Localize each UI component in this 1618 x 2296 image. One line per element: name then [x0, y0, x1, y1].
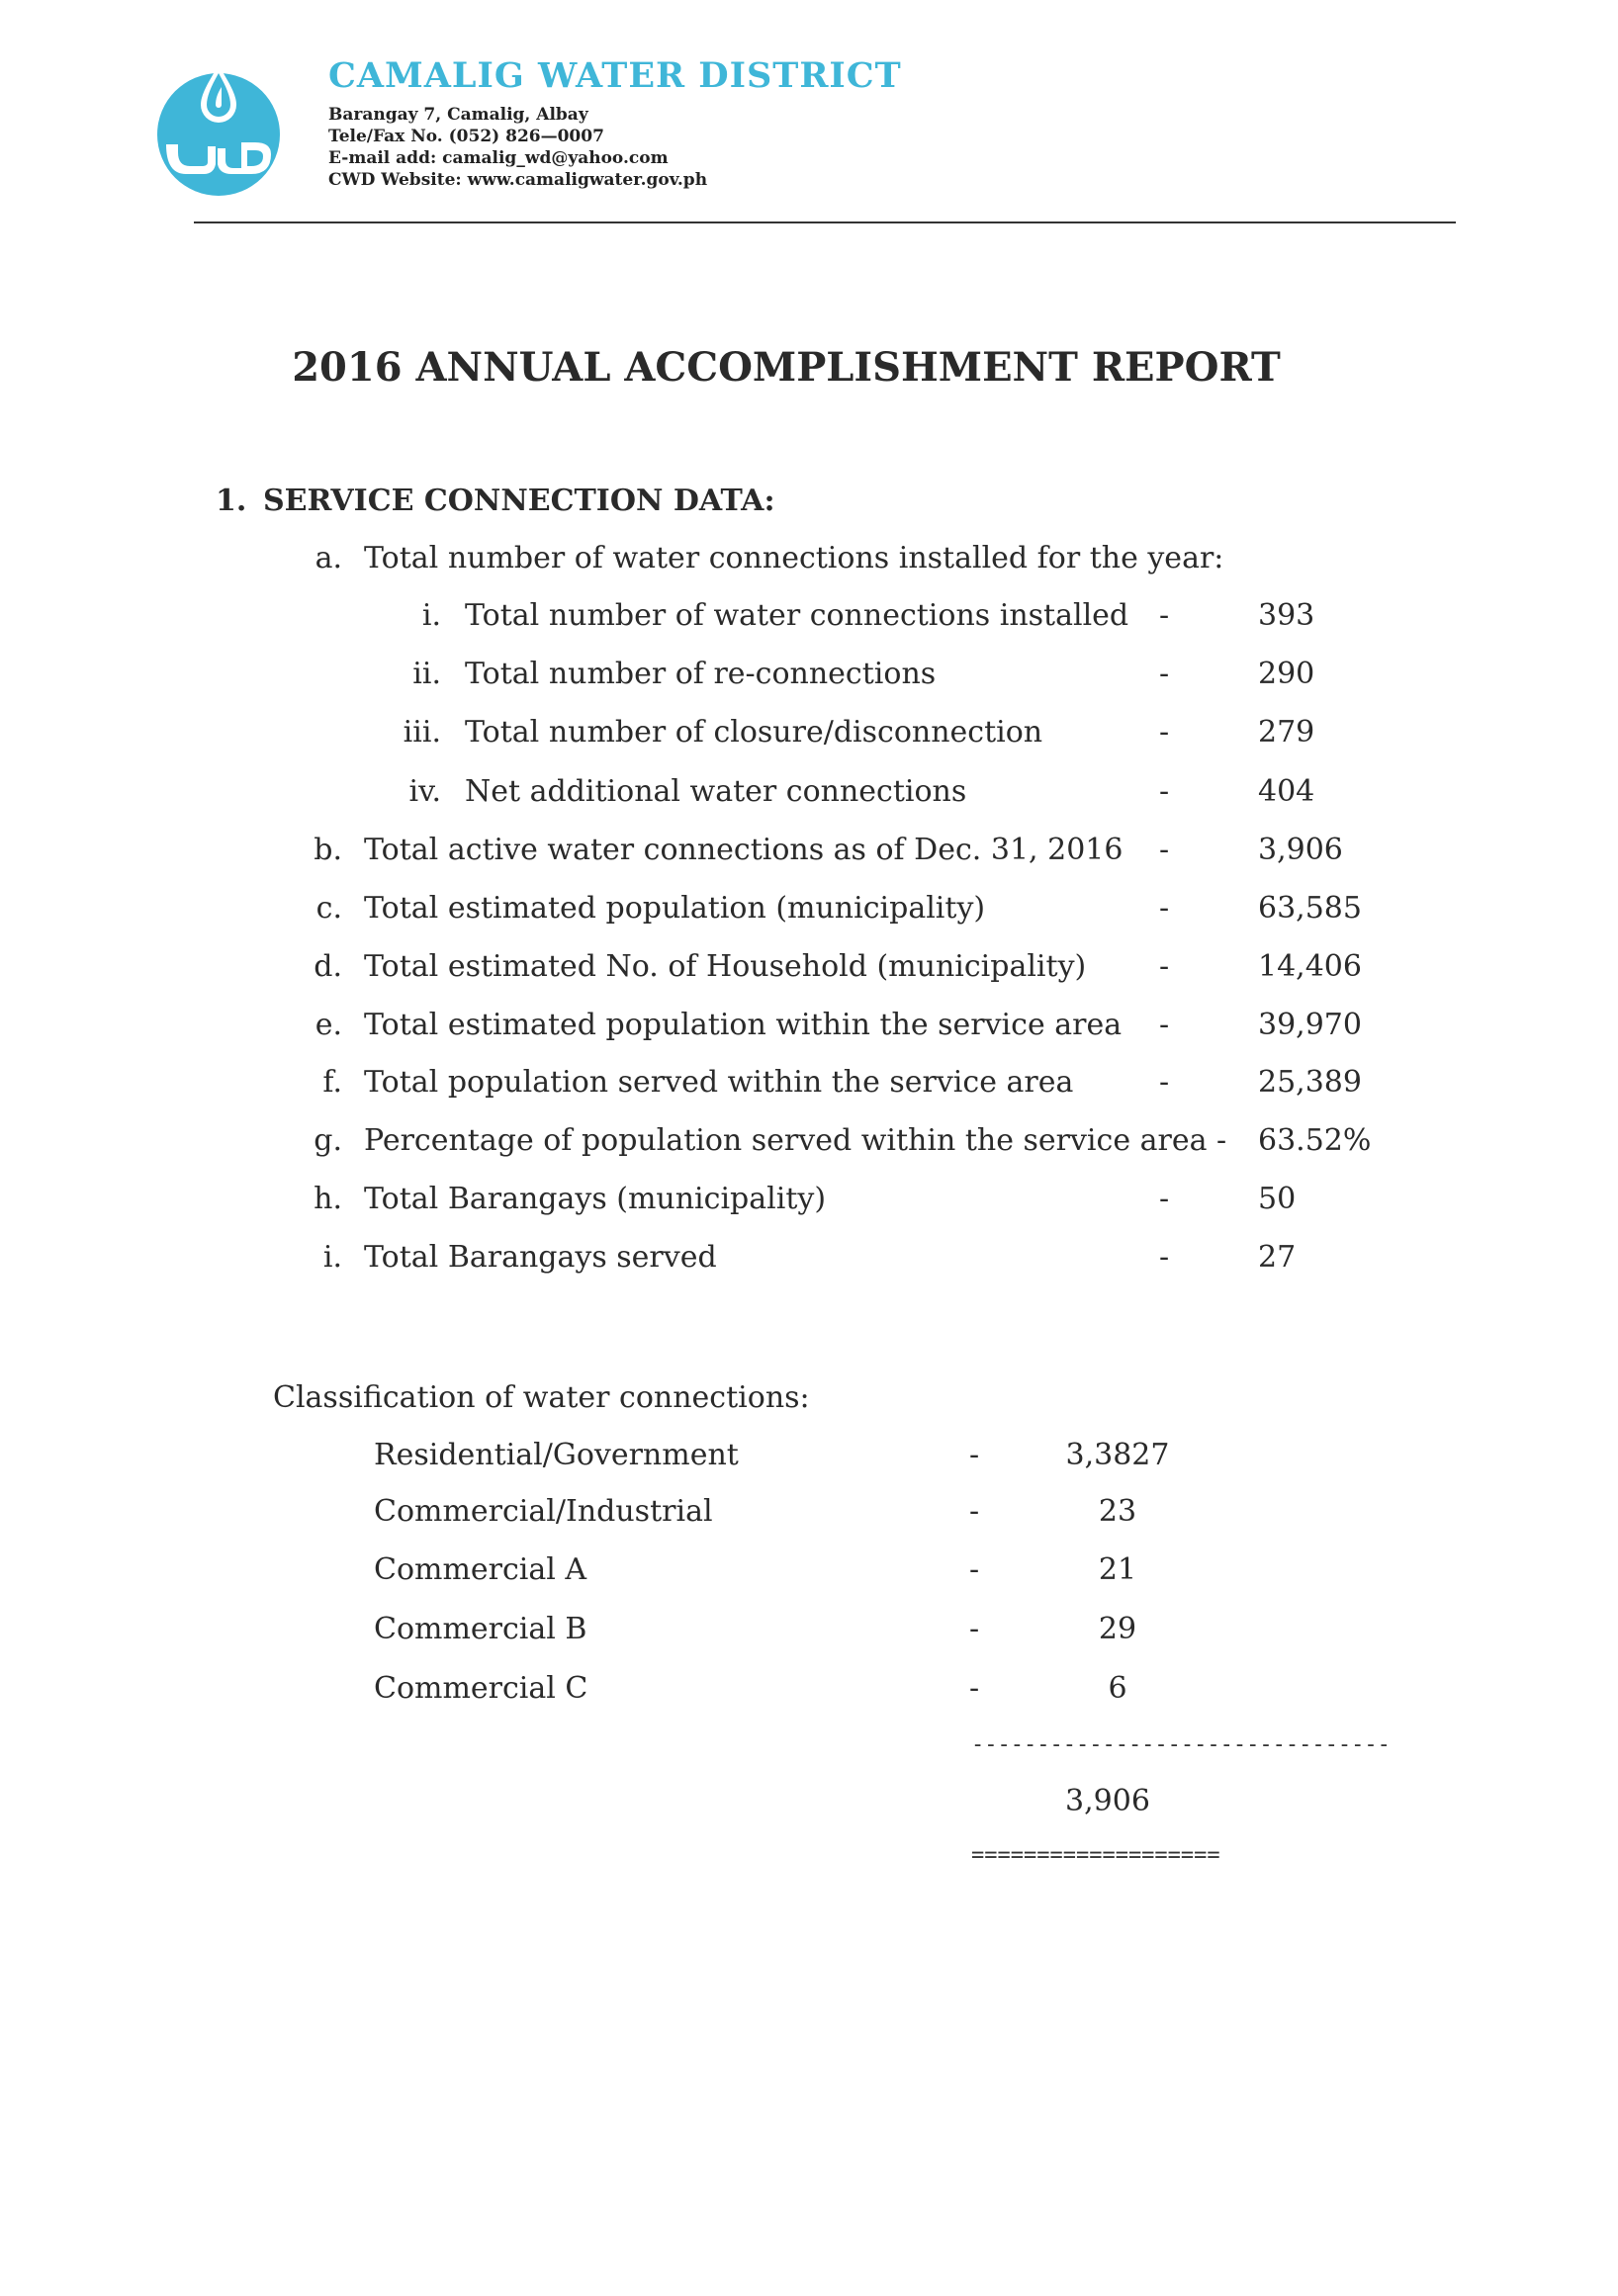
item-dash: - [1159, 949, 1170, 984]
item-dash: - [1159, 891, 1170, 926]
item-dash: - [1159, 1182, 1170, 1216]
sub-item-label: Net additional water connections [465, 774, 967, 809]
classification-dash: - [969, 1438, 980, 1472]
classification-label: Commercial A [374, 1552, 587, 1587]
classification-row [0, 1612, 1618, 1651]
organization-name: CAMALIG WATER DISTRICT [328, 55, 902, 96]
item-label: Total estimated No. of Household (municipality) [364, 949, 1087, 984]
sub-item-value: 393 [1258, 598, 1315, 633]
sub-item-value: 404 [1258, 774, 1315, 809]
sub-item-dash: - [1159, 715, 1170, 750]
classification-value: 21 [1098, 1552, 1137, 1587]
item-label: Total active water connections as of Dec. 31, 2016 [364, 833, 1124, 867]
list-item [0, 1008, 1618, 1047]
list-item [0, 1123, 1618, 1163]
header-divider [194, 221, 1456, 223]
item-marker: d. [314, 949, 342, 984]
item-value: 14,406 [1258, 949, 1362, 984]
list-item [0, 1182, 1618, 1221]
item-dash: - [1159, 1065, 1170, 1100]
list-item [0, 833, 1618, 872]
classification-label: Commercial/Industrial [374, 1494, 713, 1529]
item-marker: a. [315, 541, 342, 575]
list-item [0, 1065, 1618, 1104]
sub-item-marker: i. [421, 598, 441, 633]
item-value: 3,906 [1258, 833, 1343, 867]
classification-dash: - [969, 1671, 980, 1706]
sub-item-label: Total number of closure/disconnection [465, 715, 1043, 750]
sub-item-row [0, 715, 1618, 754]
total-double-rule: =================== [971, 1843, 1220, 1868]
classification-value: 6 [1108, 1671, 1127, 1706]
item-value: 25,389 [1258, 1065, 1362, 1100]
organization-website: CWD Website: www.camaligwater.gov.ph [328, 170, 708, 190]
item-marker: h. [314, 1182, 342, 1216]
organization-email: E-mail add: camalig_wd@yahoo.com [328, 148, 669, 168]
classification-dash: - [969, 1494, 980, 1529]
sub-item-label: Total number of re-connections [465, 657, 937, 691]
subtotal-separator: -------------------------------- [971, 1732, 1391, 1757]
sub-item-dash: - [1159, 657, 1170, 691]
classification-label: Commercial B [374, 1612, 587, 1646]
sub-item-row [0, 657, 1618, 696]
organization-address: Barangay 7, Camalig, Albay [328, 105, 588, 125]
classification-row [0, 1671, 1618, 1711]
classification-value: 3,3827 [1065, 1438, 1170, 1472]
item-marker: i. [322, 1240, 342, 1275]
item-marker: f. [322, 1065, 342, 1100]
item-value: 50 [1258, 1182, 1297, 1216]
item-label: Total population served within the service area [364, 1065, 1074, 1100]
classification-dash: - [969, 1612, 980, 1646]
classification-row [0, 1438, 1618, 1477]
classification-value: 23 [1098, 1494, 1137, 1529]
organization-block [328, 55, 902, 191]
item-marker: c. [315, 891, 342, 926]
item-marker: e. [315, 1008, 342, 1042]
organization-phone: Tele/Fax No. (052) 826—0007 [328, 127, 604, 146]
classification-total: 3,906 [1065, 1784, 1150, 1818]
classification-dash: - [969, 1552, 980, 1587]
sub-item-row [0, 774, 1618, 814]
sub-item-value: 279 [1258, 715, 1315, 750]
item-label: Total Barangays (municipality) [364, 1182, 827, 1216]
sub-item-marker: ii. [412, 657, 441, 691]
classification-value: 29 [1098, 1612, 1137, 1646]
classification-label: Commercial C [374, 1671, 588, 1706]
item-label: Percentage of population served within the service area - [364, 1123, 1227, 1158]
item-label: Total Barangays served [364, 1240, 717, 1275]
item-label: Total number of water connections installed for the year: [364, 541, 1224, 575]
list-item-a [0, 541, 1618, 580]
sub-item-marker: iv. [408, 774, 441, 809]
sub-item-value: 290 [1258, 657, 1315, 691]
classification-row [0, 1494, 1618, 1534]
classification-label: Residential/Government [374, 1438, 739, 1472]
sub-item-dash: - [1159, 774, 1170, 809]
water-drop-logo-icon [156, 57, 281, 204]
classification-row [0, 1552, 1618, 1592]
item-value: 63,585 [1258, 891, 1362, 926]
item-value: 63.52% [1258, 1123, 1372, 1158]
item-dash: - [1159, 833, 1170, 867]
list-item [0, 949, 1618, 989]
item-marker: b. [314, 833, 342, 867]
list-item [0, 1240, 1618, 1280]
item-dash: - [1159, 1008, 1170, 1042]
sub-item-marker: iii. [403, 715, 441, 750]
item-marker: g. [314, 1123, 342, 1158]
sub-item-row [0, 598, 1618, 638]
item-label: Total estimated population (municipality) [364, 891, 986, 926]
section-number: 1. [216, 484, 247, 518]
item-dash: - [1159, 1240, 1170, 1275]
report-title: 2016 ANNUAL ACCOMPLISHMENT REPORT [292, 344, 1281, 391]
item-value: 27 [1258, 1240, 1297, 1275]
section-heading-text: SERVICE CONNECTION DATA: [263, 484, 775, 518]
item-value: 39,970 [1258, 1008, 1362, 1042]
sub-item-dash: - [1159, 598, 1170, 633]
section-heading [216, 484, 775, 518]
list-item [0, 891, 1618, 930]
sub-item-label: Total number of water connections installed [465, 598, 1129, 633]
classification-heading: Classification of water connections: [273, 1380, 810, 1415]
item-label: Total estimated population within the service area [364, 1008, 1123, 1042]
